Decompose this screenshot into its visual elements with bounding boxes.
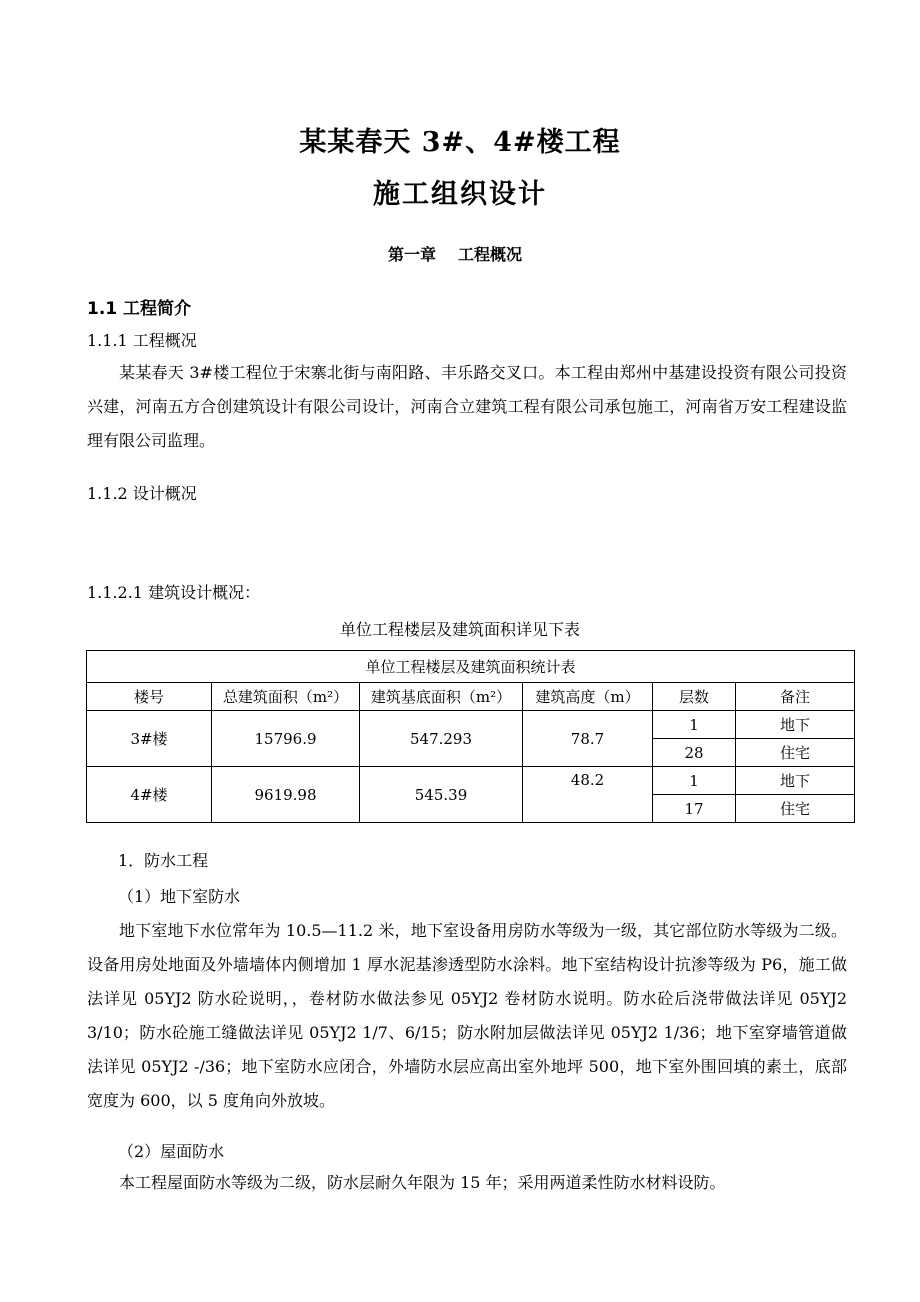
height-cell: 78.7 [523, 711, 653, 767]
building-cell: 4#楼 [87, 767, 212, 823]
floors-cell: 1 [653, 711, 736, 739]
header-cell: 楼号 [87, 683, 212, 711]
section-heading-1-1: 1.1 工程简介 [87, 299, 192, 319]
header-cell: 备注 [736, 683, 855, 711]
height-cell: 48.2 [523, 767, 653, 823]
chapter-number: 第一章 [387, 245, 436, 264]
floors-cell: 28 [653, 739, 736, 767]
table-row [87, 767, 855, 795]
section-heading-1-1-2: 1.1.2 设计概况 [87, 484, 197, 503]
base-area-cell: 545.39 [360, 767, 523, 823]
base-area-cell: 547.293 [360, 711, 523, 767]
total-area-cell: 9619.98 [212, 767, 360, 823]
chapter-title: 工程概况 [458, 245, 523, 264]
section-heading-1-1-2-1: 1.1.2.1 建筑设计概况： [87, 583, 261, 602]
basement-waterproof-heading: （1）地下室防水 [118, 887, 241, 906]
table-caption: 单位工程楼层及建筑面积详见下表 [339, 620, 580, 639]
note-cell: 住宅 [736, 739, 855, 767]
basement-waterproof-text: 地下室地下水位常年为 10.5—11.2 米，地下室设备用房防水等级为一级，其它部位防水等级为二级。设备用房处地面及外墙墙体内侧增加 1 厚水泥基渗透型防水涂料。地下室结构设计抗渗等级为 P6，施工做法详见 05YJ2 防水砼说明，，卷材防水做法参见 05YJ2 卷材防水说明。防水砼后浇带做法详见 05YJ2 3/10；防水砼施工缝做法详见 05YJ2 1/7、6/15；防水附加层做法详见 05YJ2 1/36；地下室穿墙管道做法详见 05YJ2 -/36；地下室防水应闭合，外墙防水层应高出室外地坪 500，地下室外围回填的素土，底部宽度为 600，以 5 度角向外放坡。 [87, 921, 847, 1110]
roof-waterproof-heading: （2）屋面防水 [118, 1142, 225, 1161]
note-cell: 地下 [736, 767, 855, 795]
note-cell: 住宅 [736, 795, 855, 823]
total-area-cell: 15796.9 [212, 711, 360, 767]
building-area-table [86, 650, 855, 823]
section-heading-1-1-1: 1.1.1 工程概况 [87, 331, 197, 350]
floors-cell: 1 [653, 767, 736, 795]
table-row [87, 711, 855, 739]
document-title: 某某春天 3#、4#楼工程 [299, 127, 621, 158]
floors-cell: 17 [653, 795, 736, 823]
building-cell: 3#楼 [87, 711, 212, 767]
header-cell: 总建筑面积（m²） [212, 683, 360, 711]
header-cell: 层数 [653, 683, 736, 711]
roof-waterproof-text: 本工程屋面防水等级为二级，防水层耐久年限为 15 年；采用两道柔性防水材料设防。 [119, 1173, 726, 1192]
table-title: 单位工程楼层及建筑面积统计表 [87, 651, 855, 683]
intro-paragraph: 某某春天 3#楼工程位于宋寨北街与南阳路、丰乐路交叉口。本工程由郑州中基建设投资有限公司投资兴建，河南五方合创建筑设计有限公司设计，河南合立建筑工程有限公司承包施工，河南省万安工程建设监理有限公司监理。 [87, 363, 847, 450]
waterproof-heading: 1．防水工程 [118, 851, 209, 870]
table-header-row [87, 683, 855, 711]
table-title-row [87, 651, 855, 683]
note-cell: 地下 [736, 711, 855, 739]
header-cell: 建筑高度（m） [523, 683, 653, 711]
header-cell: 建筑基底面积（m²） [360, 683, 523, 711]
chapter-heading [0, 242, 910, 265]
document-subtitle: 施工组织设计 [373, 179, 547, 210]
